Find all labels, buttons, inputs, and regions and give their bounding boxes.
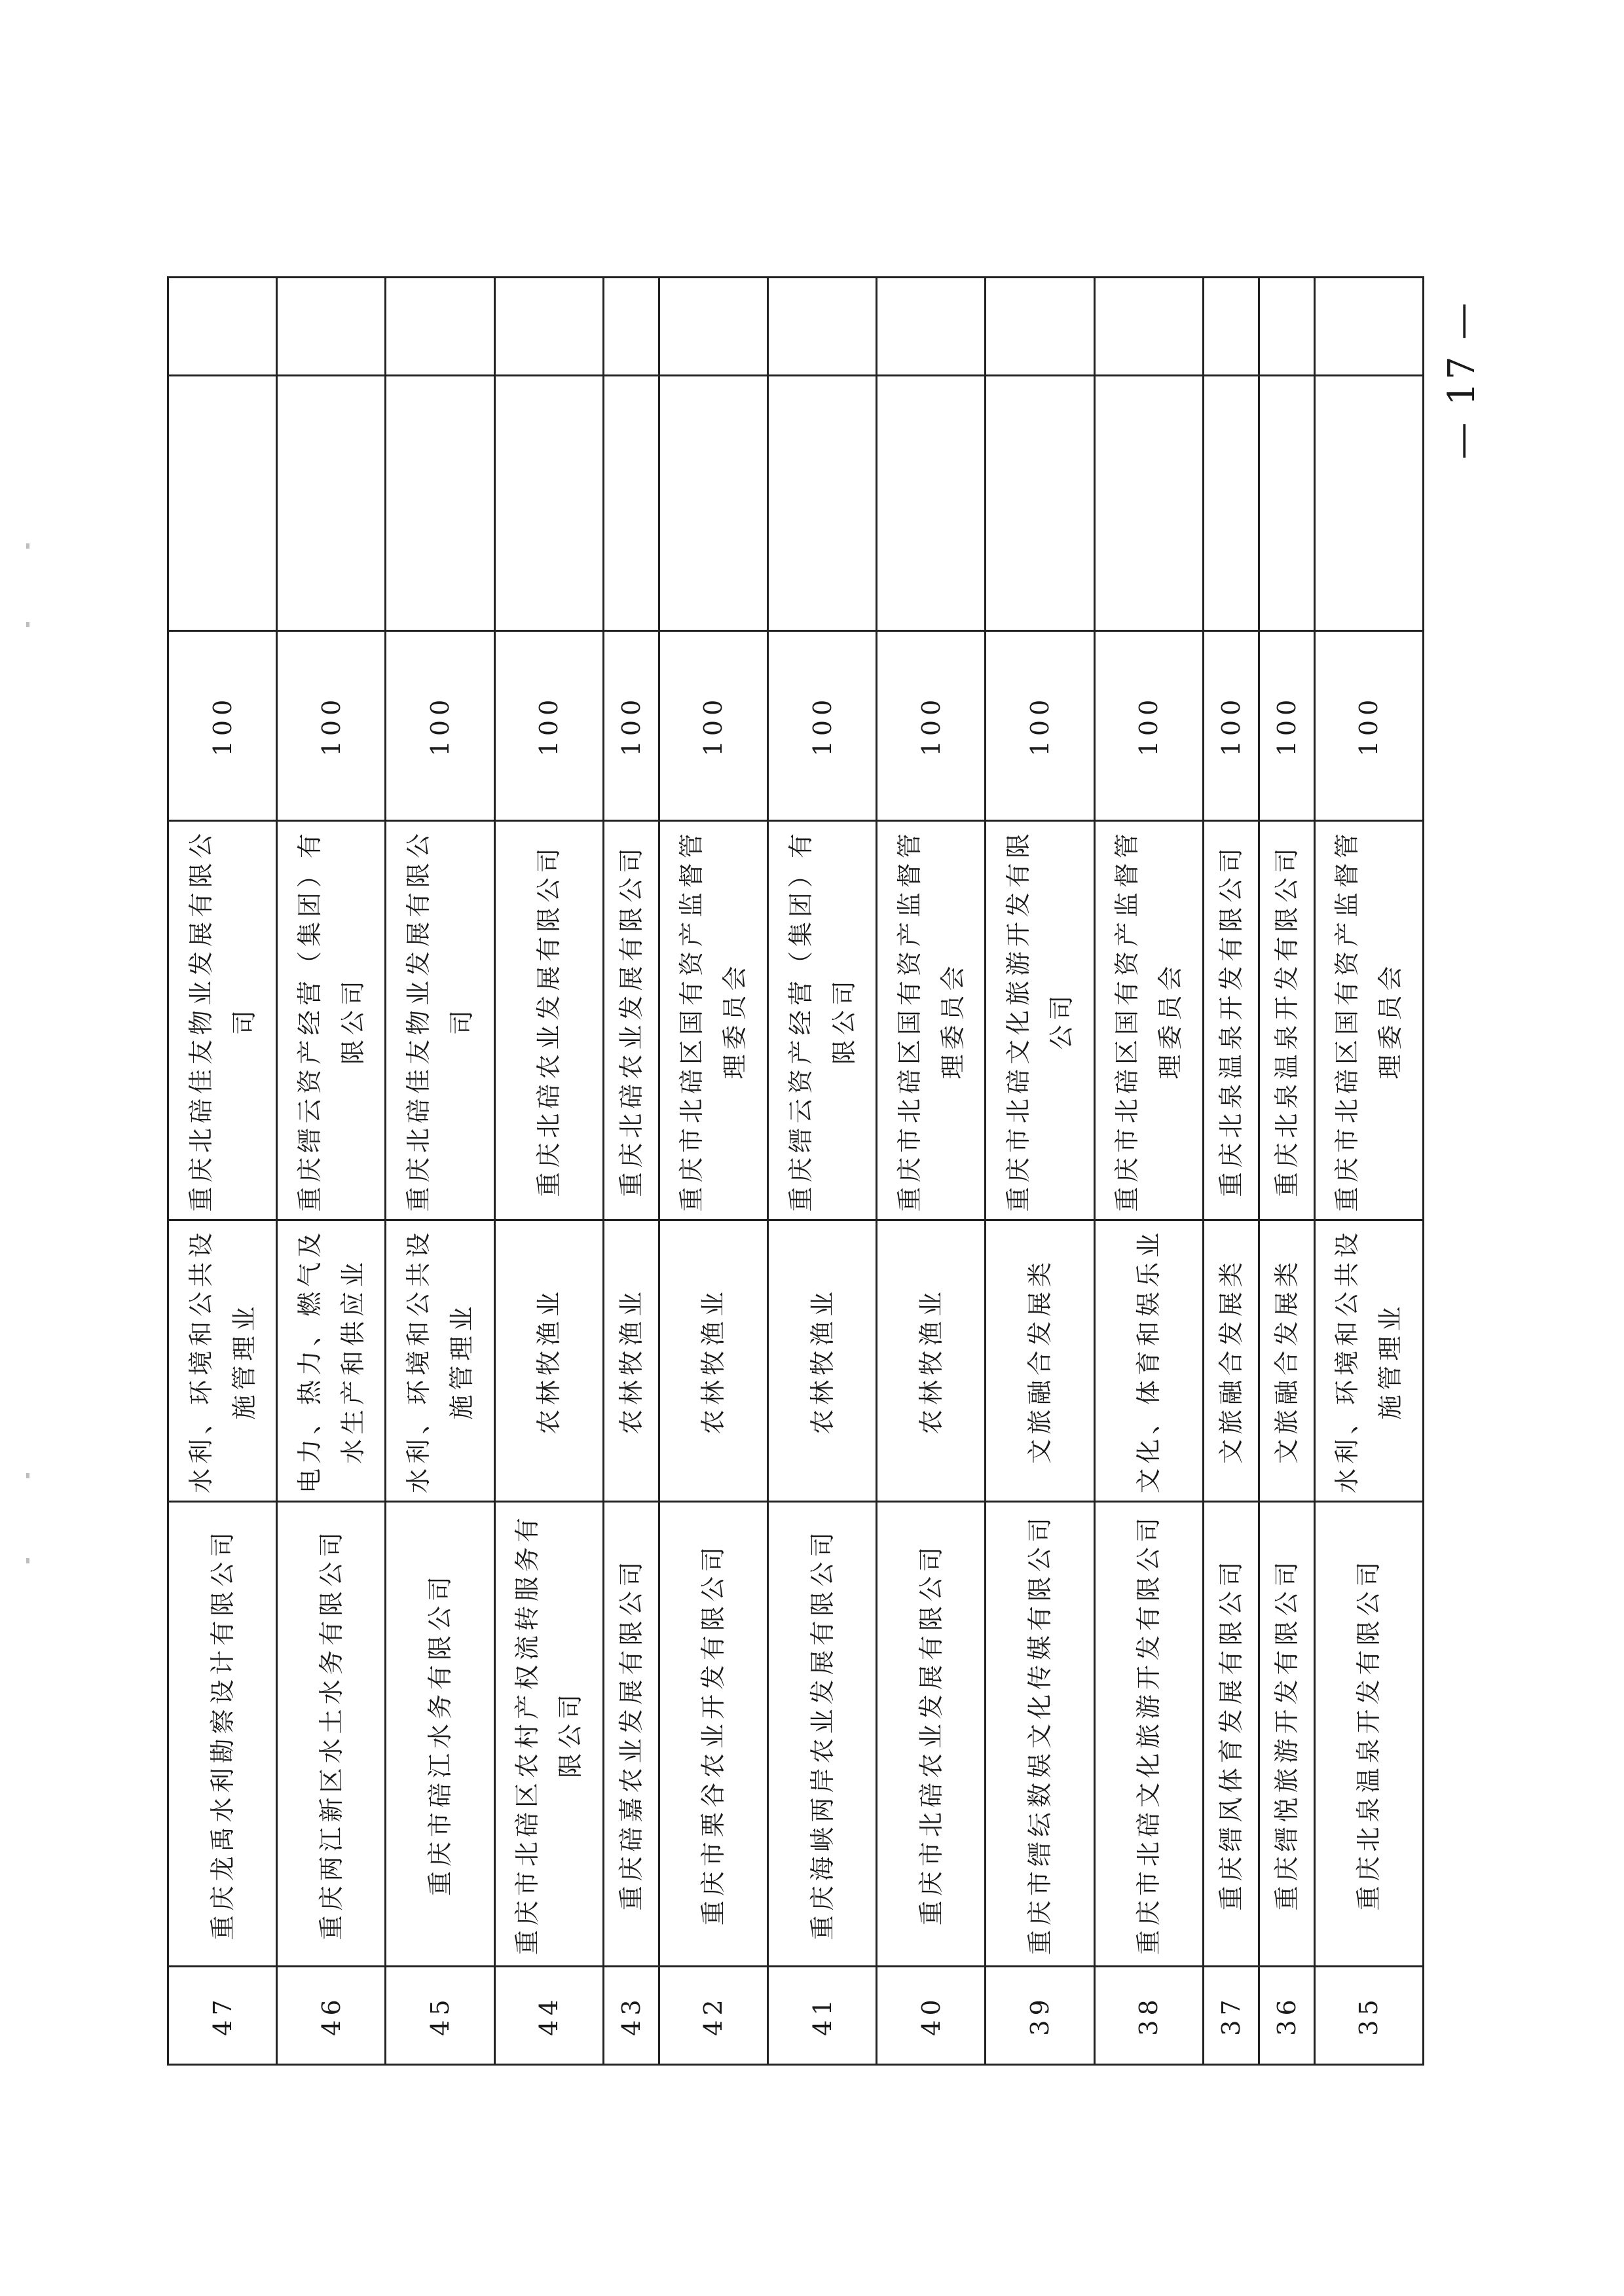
- empty-cell: [168, 278, 277, 376]
- scan-speck: [26, 543, 29, 549]
- table-row: [277, 278, 386, 2065]
- table-body: [168, 278, 1424, 2065]
- share-ratio: 100: [386, 631, 494, 821]
- row-number: 40: [877, 1967, 986, 2065]
- share-ratio: 100: [986, 631, 1094, 821]
- rotated-table-container: [167, 278, 1424, 2066]
- company-name: 重庆市缙纭数娱文化传媒有限公司: [986, 1502, 1094, 1967]
- table-row: [659, 278, 767, 2065]
- table-row: [1259, 278, 1314, 2065]
- share-ratio: 100: [1094, 631, 1203, 821]
- shareholder: 重庆市北碚区国有资产监督管理委员会: [659, 821, 767, 1220]
- company-name: 重庆市碚江水务有限公司: [386, 1502, 494, 1967]
- table-row: [877, 278, 986, 2065]
- empty-cell: [494, 278, 603, 376]
- table-row: [986, 278, 1094, 2065]
- row-number: 44: [494, 1967, 603, 2065]
- empty-cell: [1259, 278, 1314, 376]
- shareholder: 重庆市北碚区国有资产监督管理委员会: [877, 821, 986, 1220]
- shareholder: 重庆北泉温泉开发有限公司: [1259, 821, 1314, 1220]
- shareholder: 重庆缙云资产经营（集团）有限公司: [277, 821, 386, 1220]
- table-row: [767, 278, 876, 2065]
- row-number: 37: [1203, 1967, 1259, 2065]
- row-number: 41: [767, 1967, 876, 2065]
- empty-cell: [1094, 376, 1203, 631]
- empty-cell: [603, 278, 659, 376]
- empty-cell: [277, 376, 386, 631]
- shareholder: 重庆缙云资产经营（集团）有限公司: [767, 821, 876, 1220]
- empty-cell: [767, 278, 876, 376]
- company-name: 重庆龙禹水利勘察设计有限公司: [168, 1502, 277, 1967]
- row-number: 47: [168, 1967, 277, 2065]
- row-number: 36: [1259, 1967, 1314, 2065]
- industry: 水利、环境和公共设施管理业: [386, 1220, 494, 1502]
- empty-cell: [1314, 278, 1423, 376]
- empty-cell: [877, 376, 986, 631]
- industry: 农林牧渔业: [877, 1220, 986, 1502]
- empty-cell: [877, 278, 986, 376]
- shareholder: 重庆市北碚文化旅游开发有限公司: [986, 821, 1094, 1220]
- share-ratio: 100: [277, 631, 386, 821]
- industry: 文旅融合发展类: [1203, 1220, 1259, 1502]
- scan-speck: [26, 622, 29, 627]
- company-name: 重庆市栗谷农业开发有限公司: [659, 1502, 767, 1967]
- company-name: 重庆两江新区水土水务有限公司: [277, 1502, 386, 1967]
- row-number: 38: [1094, 1967, 1203, 2065]
- empty-cell: [386, 376, 494, 631]
- company-name: 重庆北泉温泉开发有限公司: [1314, 1502, 1423, 1967]
- empty-cell: [1259, 376, 1314, 631]
- empty-cell: [386, 278, 494, 376]
- industry: 水利、环境和公共设施管理业: [1314, 1220, 1423, 1502]
- table-row: [386, 278, 494, 2065]
- shareholder: 重庆北碚农业发展有限公司: [603, 821, 659, 1220]
- company-name: 重庆碚嘉农业发展有限公司: [603, 1502, 659, 1967]
- row-number: 46: [277, 1967, 386, 2065]
- share-ratio: 100: [659, 631, 767, 821]
- table-row: [1203, 278, 1259, 2065]
- share-ratio: 100: [1259, 631, 1314, 821]
- share-ratio: 100: [1314, 631, 1423, 821]
- industry: 农林牧渔业: [603, 1220, 659, 1502]
- empty-cell: [1203, 376, 1259, 631]
- company-name: 重庆海峡两岸农业发展有限公司: [767, 1502, 876, 1967]
- scan-speck: [26, 1473, 29, 1478]
- industry: 电力、热力、燃气及水生产和供应业: [277, 1220, 386, 1502]
- row-number: 45: [386, 1967, 494, 2065]
- row-number: 39: [986, 1967, 1094, 2065]
- empty-cell: [1094, 278, 1203, 376]
- empty-cell: [494, 376, 603, 631]
- table-row: [168, 278, 277, 2065]
- company-name: 重庆缙风体育发展有限公司: [1203, 1502, 1259, 1967]
- table-row: [494, 278, 603, 2065]
- share-ratio: 100: [603, 631, 659, 821]
- empty-cell: [1203, 278, 1259, 376]
- table-row: [603, 278, 659, 2065]
- empty-cell: [986, 278, 1094, 376]
- shareholder: 重庆北碚农业发展有限公司: [494, 821, 603, 1220]
- row-number: 42: [659, 1967, 767, 2065]
- empty-cell: [986, 376, 1094, 631]
- shareholder: 重庆北碚佳友物业发展有限公司: [168, 821, 277, 1220]
- shareholder: 重庆市北碚区国有资产监督管理委员会: [1314, 821, 1423, 1220]
- shareholder: 重庆北泉温泉开发有限公司: [1203, 821, 1259, 1220]
- industry: 文旅融合发展类: [1259, 1220, 1314, 1502]
- industry: 农林牧渔业: [767, 1220, 876, 1502]
- industry: 文化、体育和娱乐业: [1094, 1220, 1203, 1502]
- empty-cell: [277, 278, 386, 376]
- empty-cell: [603, 376, 659, 631]
- company-name: 重庆市北碚区农村产权流转服务有限公司: [494, 1502, 603, 1967]
- page-number-label: — 17 —: [1441, 300, 1483, 460]
- enterprise-table: [167, 276, 1424, 2066]
- empty-cell: [659, 376, 767, 631]
- empty-cell: [659, 278, 767, 376]
- table-row: [1094, 278, 1203, 2065]
- industry: 农林牧渔业: [659, 1220, 767, 1502]
- share-ratio: 100: [767, 631, 876, 821]
- empty-cell: [168, 376, 277, 631]
- share-ratio: 100: [494, 631, 603, 821]
- row-number: 43: [603, 1967, 659, 2065]
- empty-cell: [767, 376, 876, 631]
- scan-speck: [26, 1558, 29, 1563]
- industry: 文旅融合发展类: [986, 1220, 1094, 1502]
- share-ratio: 100: [168, 631, 277, 821]
- row-number: 35: [1314, 1967, 1423, 2065]
- page-number: [1428, 268, 1559, 478]
- industry: 农林牧渔业: [494, 1220, 603, 1502]
- shareholder: 重庆市北碚区国有资产监督管理委员会: [1094, 821, 1203, 1220]
- share-ratio: 100: [877, 631, 986, 821]
- company-name: 重庆缙悦旅游开发有限公司: [1259, 1502, 1314, 1967]
- empty-cell: [1314, 376, 1423, 631]
- industry: 水利、环境和公共设施管理业: [168, 1220, 277, 1502]
- company-name: 重庆市北碚农业发展有限公司: [877, 1502, 986, 1967]
- shareholder: 重庆北碚佳友物业发展有限公司: [386, 821, 494, 1220]
- share-ratio: 100: [1203, 631, 1259, 821]
- table-row: [1314, 278, 1423, 2065]
- company-name: 重庆市北碚文化旅游开发有限公司: [1094, 1502, 1203, 1967]
